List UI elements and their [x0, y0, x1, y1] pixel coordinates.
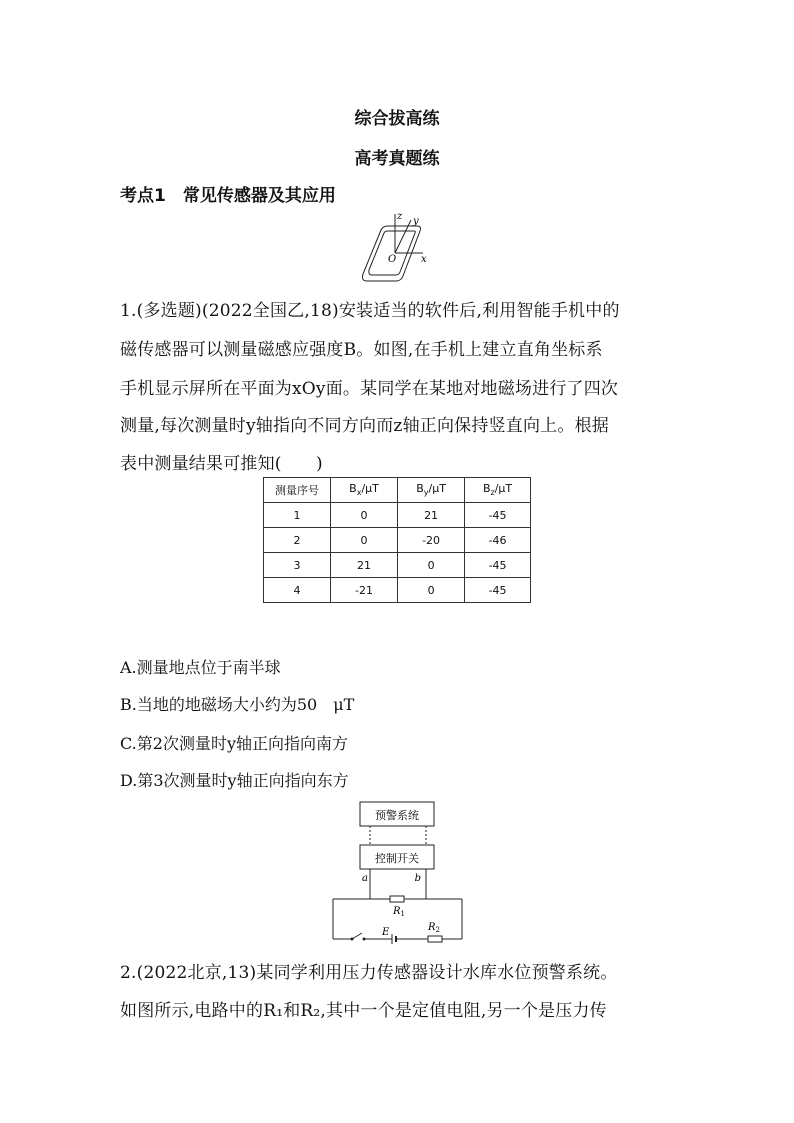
table-header-row [264, 478, 531, 503]
table-cell: 2 [264, 528, 331, 553]
header-index: 测量序号 [264, 478, 331, 503]
terminal-b-label: b [414, 873, 421, 884]
table-row [264, 528, 531, 553]
e-label: E [382, 927, 390, 938]
control-switch-label: 控制开关 [375, 852, 419, 865]
table-row [264, 578, 531, 603]
r2-label: $R_2$ [428, 922, 440, 934]
r1-label: $R_1$ [393, 906, 405, 918]
choice-d: D.第3次测量时y轴正向指向东方 [120, 771, 349, 790]
axis-x-label: x [421, 254, 427, 265]
axis-z-label: z [397, 211, 403, 222]
table-cell: -20 [398, 528, 465, 553]
terminal-a-label: a [362, 873, 368, 884]
table-cell: 21 [331, 553, 398, 578]
table-row [264, 553, 531, 578]
table-cell: 4 [264, 578, 331, 603]
table-cell: -45 [465, 578, 531, 603]
q2-line-1: 2.(2022北京,13)某同学利用压力传感器设计水库水位预警系统。 [120, 963, 618, 983]
table-cell: 21 [398, 503, 465, 528]
measurement-table [263, 477, 531, 603]
section-heading: 考点1 常见传感器及其应用 [120, 186, 336, 206]
choice-a: A.测量地点位于南半球 [120, 658, 281, 677]
table-cell: -46 [465, 528, 531, 553]
table-cell: 0 [331, 528, 398, 553]
q1-line-1: 1.(多选题)(2022全国乙,18)安装适当的软件后,利用智能手机中的 [120, 301, 620, 321]
table-row [264, 503, 531, 528]
choice-c: C.第2次测量时y轴正向指向南方 [120, 734, 348, 753]
q2-line-2: 如图所示,电路中的R₁和R₂,其中一个是定值电阻,另一个是压力传 [120, 1001, 607, 1021]
page-title: 综合拔高练 [354, 109, 440, 129]
axis-y-label: y [413, 216, 419, 227]
choice-b: B.当地的地磁场大小约为50 μT [120, 695, 355, 714]
q1-line-5: 表中测量结果可推知( ) [120, 454, 323, 474]
table-cell: 3 [264, 553, 331, 578]
page-subtitle: 高考真题练 [354, 149, 440, 169]
table-cell: -45 [465, 503, 531, 528]
q1-line-3: 手机显示屏所在平面为xOy面。某同学在某地对地磁场进行了四次 [120, 379, 619, 399]
q1-line-4: 测量,每次测量时y轴指向不同方向而z轴正向保持竖直向上。根据 [120, 416, 609, 436]
table-cell: -45 [465, 553, 531, 578]
phone-axes-figure [355, 210, 445, 288]
table-cell: -21 [331, 578, 398, 603]
header-bx: $B_x/\mu T$ [331, 478, 398, 503]
header-bz: $B_z/\mu T$ [465, 478, 531, 503]
table-cell: 0 [398, 553, 465, 578]
q1-line-2: 磁传感器可以测量磁感应强度B。如图,在手机上建立直角坐标系 [120, 340, 603, 360]
table-cell: 1 [264, 503, 331, 528]
table-cell: 0 [398, 578, 465, 603]
warning-system-label: 预警系统 [375, 809, 419, 822]
header-by: $B_y/\mu T$ [398, 478, 465, 503]
circuit-figure [330, 800, 466, 945]
table-cell: 0 [331, 503, 398, 528]
origin-label: O [388, 254, 397, 265]
